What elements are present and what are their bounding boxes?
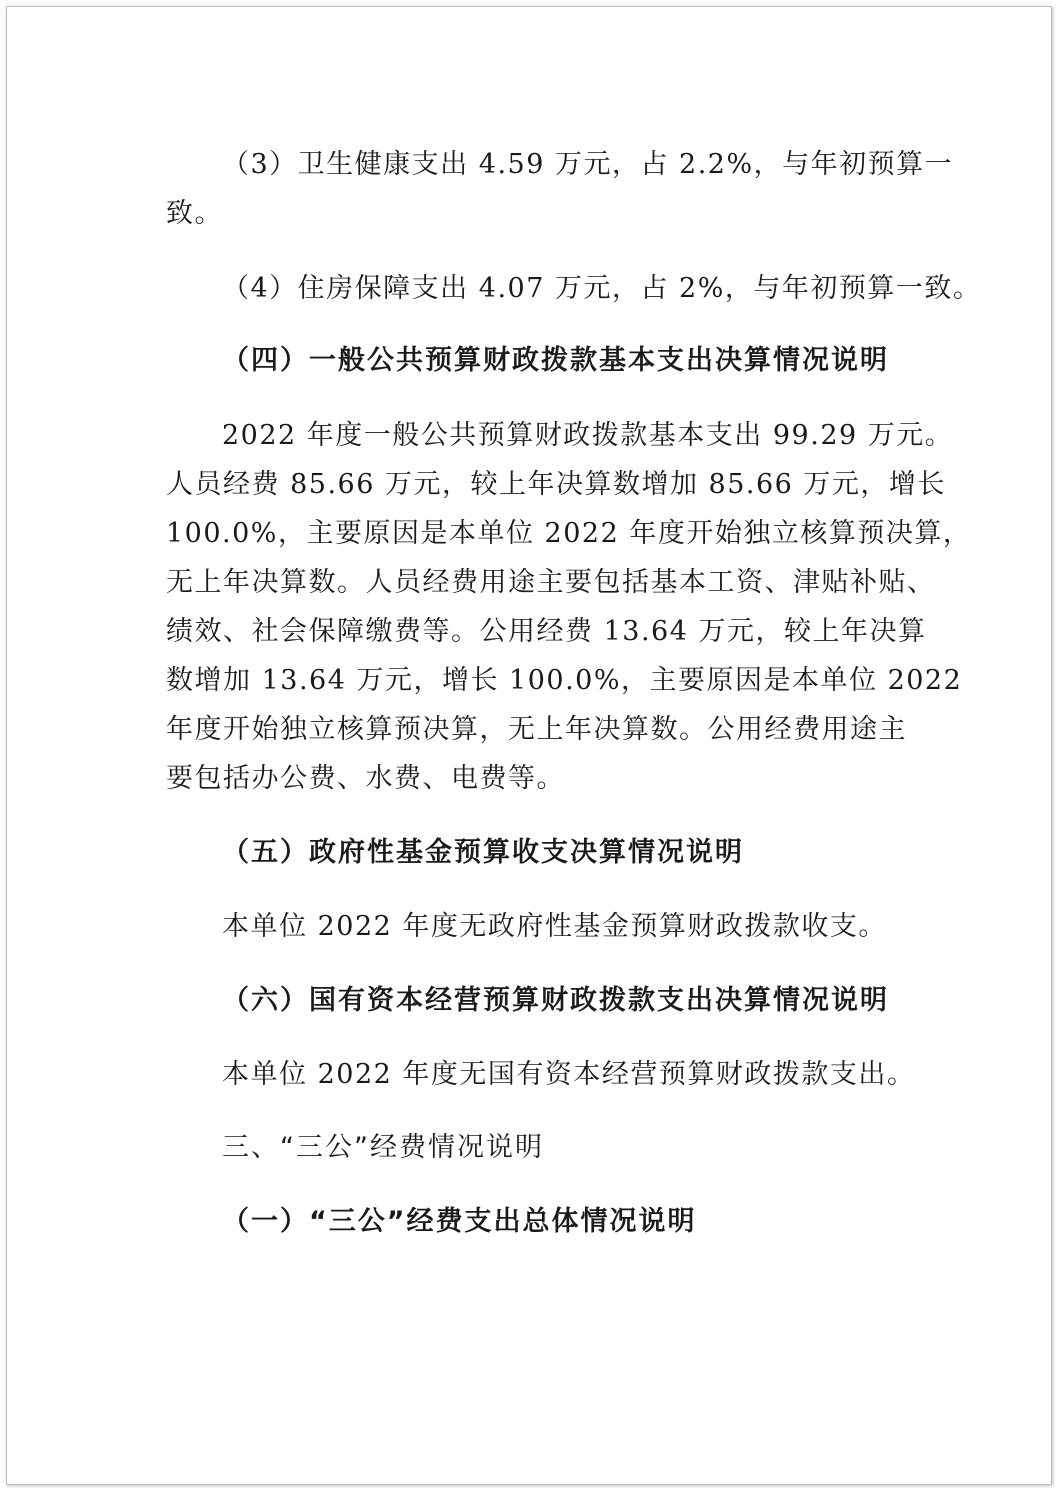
section-heading-basic-expenditure: （四）一般公共预算财政拨款基本支出决算情况说明 xyxy=(222,345,889,376)
paragraph-basic-expenditure-line2: 人员经费 85.66 万元，较上年决算数增加 85.66 万元，增长 xyxy=(166,469,946,500)
paragraph-state-capital: 本单位 2022 年度无国有资本经营预算财政拨款支出。 xyxy=(222,1059,916,1090)
paragraph-government-fund: 本单位 2022 年度无政府性基金预算财政拨款收支。 xyxy=(222,911,887,942)
section-heading-state-capital: （六）国有资本经营预算财政拨款支出决算情况说明 xyxy=(222,985,889,1016)
paragraph-basic-expenditure-line5: 绩效、社会保障缴费等。公用经费 13.64 万元，较上年决算 xyxy=(166,616,927,647)
paragraph-basic-expenditure-line4: 无上年决算数。人员经费用途主要包括基本工资、津贴补贴、 xyxy=(166,567,936,598)
paragraph-basic-expenditure-line8: 要包括办公费、水费、电费等。 xyxy=(166,763,565,794)
paragraph-basic-expenditure-line3: 100.0%，主要原因是本单位 2022 年度开始独立核算预决算， xyxy=(166,518,972,549)
paragraph-health-expenditure-line2: 致。 xyxy=(166,198,223,229)
paragraph-basic-expenditure-line7: 年度开始独立核算预决算，无上年决算数。公用经费用途主 xyxy=(166,714,907,745)
paragraph-basic-expenditure-line1: 2022 年度一般公共预算财政拨款基本支出 99.29 万元。 xyxy=(222,420,954,451)
chapter-heading-three-public: 三、“三公”经费情况说明 xyxy=(222,1132,544,1163)
section-heading-three-public-overall: （一）“三公”经费支出总体情况说明 xyxy=(222,1206,697,1237)
section-heading-government-fund: （五）政府性基金预算收支决算情况说明 xyxy=(222,837,744,868)
paragraph-basic-expenditure-line6: 数增加 13.64 万元，增长 100.0%，主要原因是本单位 2022 xyxy=(166,665,963,696)
paragraph-housing-expenditure: （4）住房保障支出 4.07 万元，占 2%，与年初预算一致。 xyxy=(222,273,982,304)
paragraph-health-expenditure-line1: （3）卫生健康支出 4.59 万元，占 2.2%，与年初预算一 xyxy=(222,149,954,180)
